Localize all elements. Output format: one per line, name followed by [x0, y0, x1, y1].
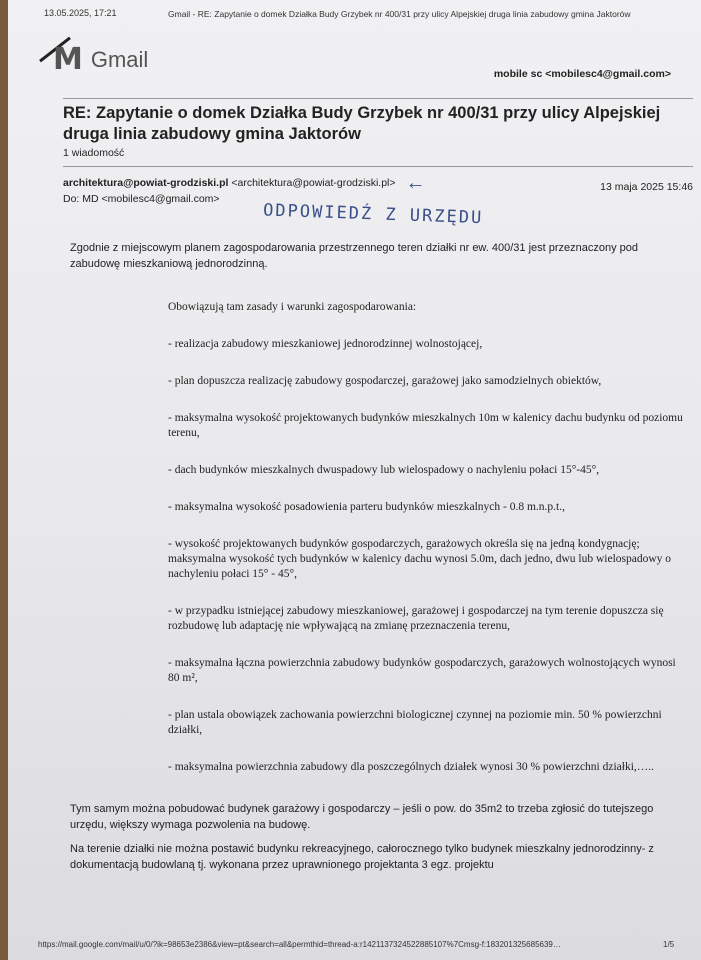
- message-count: 1 wiadomość: [63, 147, 125, 159]
- rule-item: - maksymalna wysokość projektowanych budynków mieszkalnych 10m w kalenicy dachu budynku od poziomu terenu,: [168, 412, 683, 439]
- sender-name: architektura@powiat-grodziski.pl: [63, 176, 229, 189]
- rules-heading: Obowiązują tam zasady i warunki zagospodarowania:: [168, 301, 417, 313]
- divider: [63, 98, 693, 99]
- rule-item: - dach budynków mieszkalnych dwuspadowy lub wielospadowy o nachyleniu połaci 15°-45°,: [168, 464, 600, 476]
- subject: RE: Zapytanie o domek Działka Budy Grzybek nr 400/31 przy ulicy Alpejskiej druga linia zabudowy gmina Jaktorów: [63, 104, 661, 143]
- handwritten-arrow: ←: [405, 172, 426, 194]
- print-datetime: 13.05.2025, 17:21: [44, 8, 117, 18]
- page-number: 1/5: [663, 940, 675, 949]
- gmail-wordmark: Gmail: [90, 46, 149, 72]
- sender-row: [63, 173, 693, 206]
- rule-item: - maksymalna wysokość posadowienia parteru budynków mieszkalnych - 0.8 m.n.p.t.,: [168, 501, 565, 513]
- sender-address: <architektura@powiat-grodziski.pl>: [231, 176, 396, 189]
- message-date: 13 maja 2025 15:46: [600, 181, 693, 193]
- footer-url: https://mail.google.com/mail/u/0/?ik=98653e2386&view=pt&search=all&permthid=thread-a:r1421137324522885107%7Cmsg-f:183201325685639…: [38, 940, 561, 949]
- rule-item: - plan ustala obowiązek zachowania powierzchni biologicznej czynnej na poziomie min. 50 % powierzchni działki,: [168, 709, 662, 736]
- handwritten-note: ODPOWIEDŹ Z URZĘDU: [262, 200, 484, 229]
- intro-paragraph: Zgodnie z miejscowym planem zagospodarowania przestrzennego teren działki nr ew. 400/31 jest przeznaczony pod zabudowę mieszkaniową jednorodzinną.: [70, 242, 639, 270]
- account: mobile sc <mobilesc4@gmail.com>: [493, 68, 671, 80]
- recipient: Do: MD <mobilesc4@gmail.com>: [63, 193, 220, 205]
- rule-item: - plan dopuszcza realizację zabudowy gospodarczej, garażowej jako samodzielnych obiektów,: [168, 375, 602, 387]
- message-header: [63, 98, 693, 228]
- rule-item: - w przypadku istniejącej zabudowy mieszkaniowej, garażowej i gospodarczej na tym terenie dopuszcza się rozbudowę lub adaptację nie wpływającą na zmianę przeznaczenia terenu,: [168, 605, 664, 632]
- rule-item: - realizacja zabudowy mieszkaniowej jednorodzinnej wolnostojącej,: [168, 338, 483, 350]
- rule-item: - maksymalna powierzchnia zabudowy dla poszczególnych działek wynosi 30 % powierzchni działki,…..: [168, 761, 655, 773]
- rule-item: - wysokość projektowanych budynków gospodarczych, garażowych określa się na jedną kondygnację; maksymalna wysokość tych budynków w kalenicy dachu wynosi 5.0m, dach jedno, dwu lub wielospadowy o nachyleniu połaci 15° - 45°,: [168, 538, 672, 580]
- printed-page: [8, 0, 701, 960]
- divider: [63, 166, 693, 167]
- message-body: [70, 240, 685, 873]
- paragraph: Na terenie działki nie można postawić budynku rekreacyjnego, całorocznego tylko budynek mieszkalny jednorodzinny- z dokumentacją budowlaną tj. wykonana przez uprawnionego projektanta 3 egz. projektu: [70, 843, 654, 871]
- rule-item: - maksymalna łączna powierzchnia zabudowy budynków gospodarczych, garażowych wolnostojących wynosi 80 m²,: [168, 657, 676, 684]
- print-title: Gmail - RE: Zapytanie o domek Działka Budy Grzybek nr 400/31 przy ulicy Alpejskiej druga linia zabudowy gmina Jaktorów: [168, 9, 631, 19]
- paragraph: Tym samym można pobudować budynek garażowy i gospodarczy – jeśli o pow. do 35m2 to trzeba zgłosić do tutejszego urzędu, większy wymaga pozwolenia na budowę.: [70, 803, 654, 831]
- gmail-m-icon: M: [53, 42, 83, 77]
- gmail-logo: [53, 42, 148, 77]
